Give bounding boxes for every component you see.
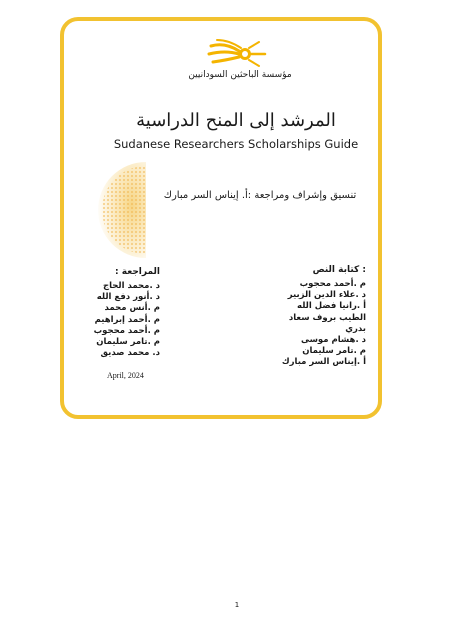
writer-name: الطيب بروف سعاد	[288, 312, 366, 323]
reviewer-name: د .محمد الحاج	[102, 281, 160, 291]
coordination-credit: تنسيق وإشراف ومراجعة :أ. إيناس السر مبارك	[163, 190, 357, 201]
writer-name: د .علاء الدين الزبير	[287, 290, 366, 301]
title-arabic: المرشد إلى المنح الدراسية	[136, 110, 336, 131]
reviewer-name: م .أحمد إبراهيم	[94, 314, 160, 325]
organization-name: مؤسسة الباحثين السودانيين	[188, 70, 292, 80]
reviewer-name: د. محمد صديق	[100, 348, 160, 359]
writer-name: أ .إيناس السر مبارك	[281, 357, 366, 368]
reviewer-name: م .تامر سليمان	[96, 337, 160, 348]
writer-name: أ .رانيا فضل الله	[297, 301, 366, 312]
reviewer-name: م .أحمد محجوب	[93, 325, 160, 336]
reviewers-list	[80, 281, 160, 359]
writer-name: م .أحمد محجوب	[299, 279, 366, 289]
writers-list	[250, 279, 366, 369]
reviewer-name: د .أنور دفع الله	[96, 292, 160, 303]
page-number: 1	[234, 601, 240, 609]
writers-heading: : كتابة النص	[312, 265, 366, 275]
publication-date: April, 2024	[107, 371, 144, 380]
title-english: Sudanese Researchers Scholarships Guide	[113, 137, 359, 151]
writer-name: بدري	[345, 323, 366, 334]
reviewer-name: م .أنس محمد	[104, 303, 160, 314]
sun-rays-logo-icon	[205, 36, 269, 72]
writer-name: د .هشام موسى	[300, 335, 366, 346]
dotted-globe-icon	[82, 162, 146, 258]
writer-name: م .تامر سليمان	[302, 346, 366, 357]
reviewers-heading: المراجعة :	[115, 267, 160, 277]
